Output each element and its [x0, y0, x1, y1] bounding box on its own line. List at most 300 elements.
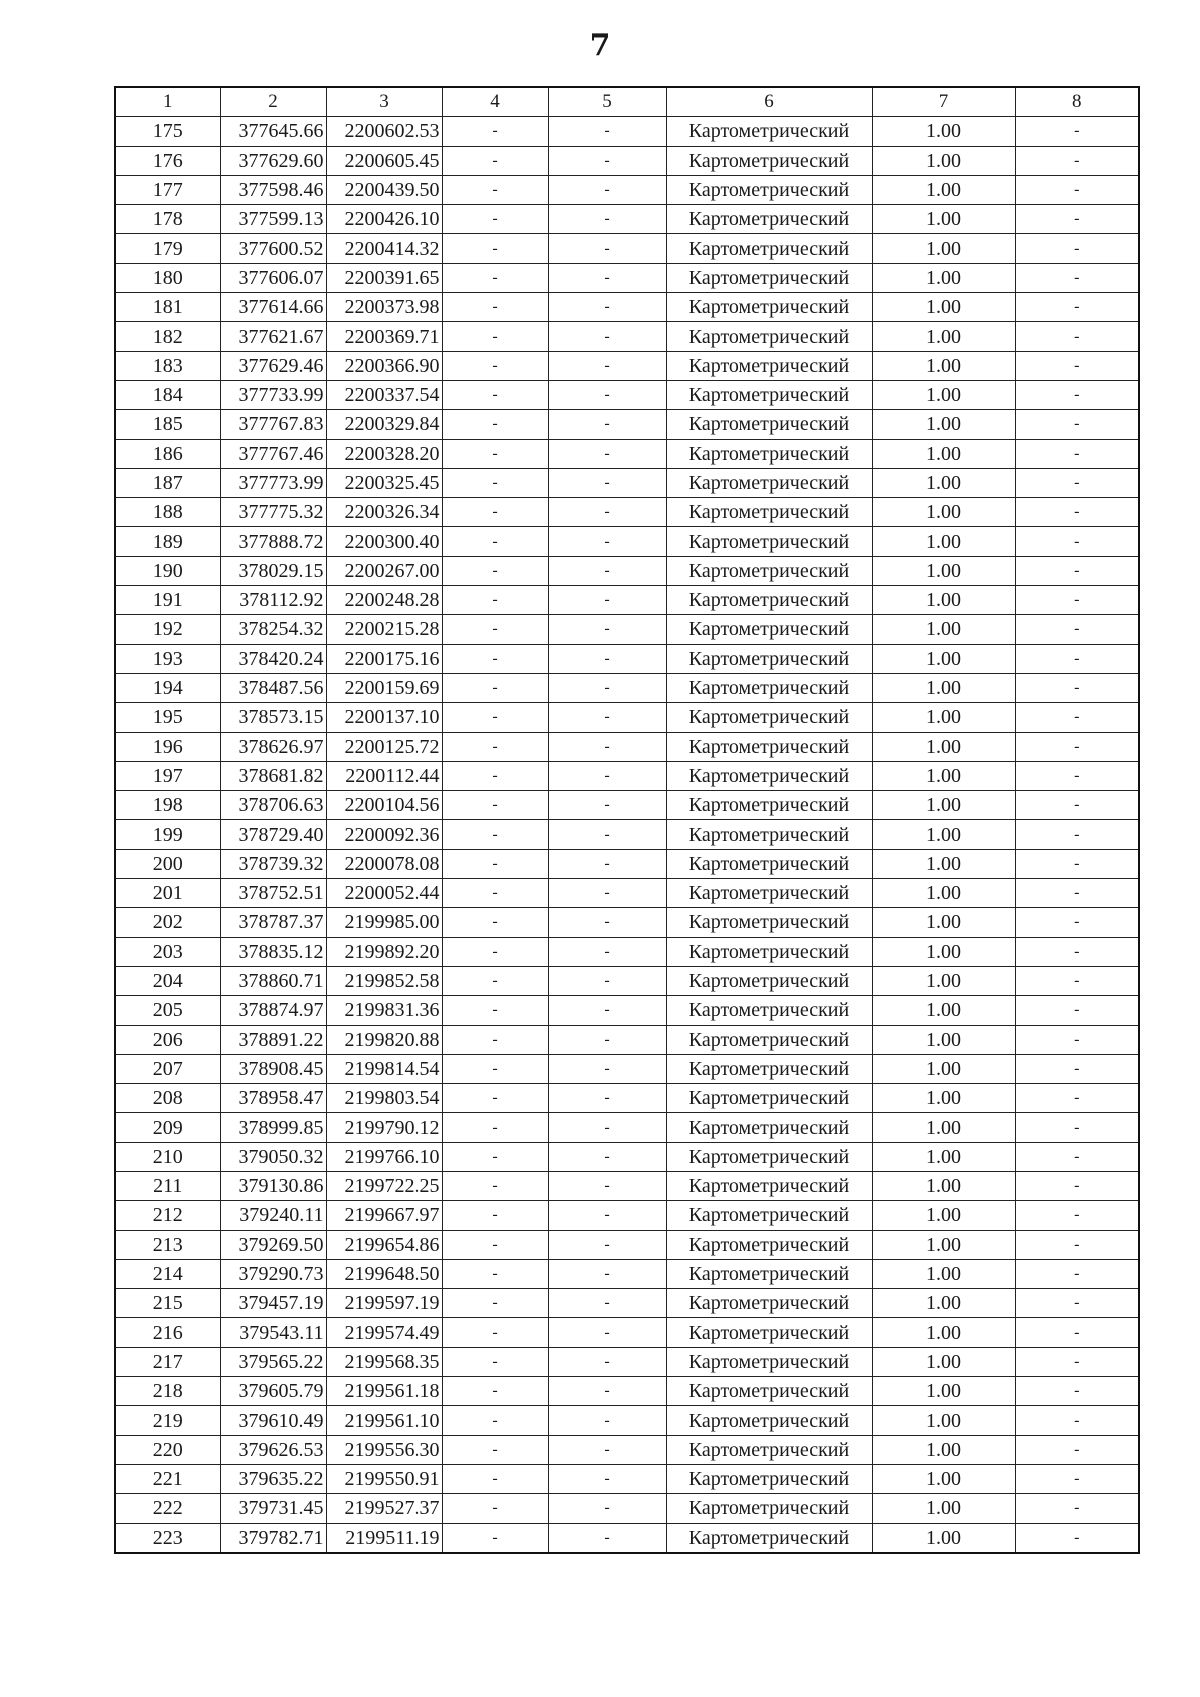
table-row: [115, 1142, 1139, 1171]
table-cell: -: [442, 293, 548, 322]
table-cell: Картометрический: [666, 205, 872, 234]
table-cell: 175: [115, 117, 220, 146]
table-cell: -: [1015, 586, 1139, 615]
table-cell: 377614.66: [220, 293, 326, 322]
table-cell: Картометрический: [666, 1025, 872, 1054]
table-row: [115, 1230, 1139, 1259]
table-cell: Картометрический: [666, 439, 872, 468]
table-cell: -: [1015, 879, 1139, 908]
table-cell: -: [548, 439, 666, 468]
table-cell: 379731.45: [220, 1494, 326, 1523]
table-cell: 377600.52: [220, 234, 326, 263]
table-cell: -: [1015, 1054, 1139, 1083]
table-row: [115, 1377, 1139, 1406]
table-cell: 2199985.00: [326, 908, 442, 937]
table-cell: -: [548, 879, 666, 908]
table-cell: 2200052.44: [326, 879, 442, 908]
table-cell: -: [442, 1494, 548, 1523]
table-cell: 379610.49: [220, 1406, 326, 1435]
table-cell: -: [1015, 732, 1139, 761]
table-cell: 1.00: [872, 234, 1015, 263]
table-cell: 1.00: [872, 1289, 1015, 1318]
table-cell: -: [442, 146, 548, 175]
table-cell: 378860.71: [220, 966, 326, 995]
table-cell: Картометрический: [666, 117, 872, 146]
table-cell: 377888.72: [220, 527, 326, 556]
table-cell: -: [1015, 146, 1139, 175]
table-cell: 1.00: [872, 175, 1015, 204]
table-cell: 189: [115, 527, 220, 556]
table-cell: 377775.32: [220, 498, 326, 527]
table-cell: 378420.24: [220, 644, 326, 673]
table-cell: 221: [115, 1464, 220, 1493]
table-cell: 1.00: [872, 820, 1015, 849]
table-cell: -: [1015, 644, 1139, 673]
table-cell: -: [548, 1494, 666, 1523]
table-cell: 1.00: [872, 1054, 1015, 1083]
table-cell: 1.00: [872, 1523, 1015, 1553]
table-cell: Картометрический: [666, 1435, 872, 1464]
table-cell: 216: [115, 1318, 220, 1347]
table-cell: 2200602.53: [326, 117, 442, 146]
table-cell: 191: [115, 586, 220, 615]
table-cell: 186: [115, 439, 220, 468]
table-cell: 223: [115, 1523, 220, 1553]
table-row: [115, 1054, 1139, 1083]
table-cell: -: [1015, 1464, 1139, 1493]
table-cell: -: [1015, 1435, 1139, 1464]
table-cell: -: [548, 849, 666, 878]
table-cell: -: [442, 1171, 548, 1200]
table-cell: 1.00: [872, 1201, 1015, 1230]
table-cell: 2199766.10: [326, 1142, 442, 1171]
table-cell: -: [442, 380, 548, 409]
table-header-row: [115, 87, 1139, 117]
column-header: 3: [326, 87, 442, 117]
table-cell: -: [1015, 1201, 1139, 1230]
table-cell: 1.00: [872, 966, 1015, 995]
table-row: [115, 175, 1139, 204]
table-cell: 1.00: [872, 293, 1015, 322]
table-cell: 378835.12: [220, 937, 326, 966]
table-row: [115, 1347, 1139, 1376]
table-cell: -: [548, 1025, 666, 1054]
table-cell: Картометрический: [666, 849, 872, 878]
table-cell: Картометрический: [666, 1230, 872, 1259]
table-cell: Картометрический: [666, 1318, 872, 1347]
table-cell: 202: [115, 908, 220, 937]
table-cell: 378626.97: [220, 732, 326, 761]
table-cell: -: [548, 1347, 666, 1376]
table-cell: 190: [115, 556, 220, 585]
table-row: [115, 498, 1139, 527]
table-body: [115, 117, 1139, 1553]
table-row: [115, 1464, 1139, 1493]
table-cell: 222: [115, 1494, 220, 1523]
table-cell: Картометрический: [666, 1347, 872, 1376]
table-cell: Картометрический: [666, 380, 872, 409]
table-row: [115, 146, 1139, 175]
table-cell: 1.00: [872, 1406, 1015, 1435]
table-cell: 2200391.65: [326, 263, 442, 292]
table-row: [115, 673, 1139, 702]
table-cell: 1.00: [872, 1494, 1015, 1523]
table-cell: -: [442, 351, 548, 380]
table-cell: 176: [115, 146, 220, 175]
table-cell: -: [442, 966, 548, 995]
table-cell: 208: [115, 1084, 220, 1113]
table-cell: 182: [115, 322, 220, 351]
table-cell: -: [1015, 527, 1139, 556]
table-cell: 185: [115, 410, 220, 439]
table-cell: -: [1015, 703, 1139, 732]
table-cell: -: [442, 556, 548, 585]
table-row: [115, 1435, 1139, 1464]
table-cell: 378891.22: [220, 1025, 326, 1054]
table-cell: -: [548, 1523, 666, 1553]
table-row: [115, 1171, 1139, 1200]
table-cell: Картометрический: [666, 351, 872, 380]
table-cell: 1.00: [872, 205, 1015, 234]
table-cell: -: [442, 615, 548, 644]
table-cell: 1.00: [872, 1230, 1015, 1259]
table-cell: 201: [115, 879, 220, 908]
table-cell: -: [442, 1230, 548, 1259]
table-cell: -: [442, 1259, 548, 1288]
table-cell: 2200366.90: [326, 351, 442, 380]
table-cell: -: [548, 234, 666, 263]
table-cell: -: [442, 1113, 548, 1142]
table-cell: 2200267.00: [326, 556, 442, 585]
table-cell: 2199561.10: [326, 1406, 442, 1435]
table-cell: -: [1015, 263, 1139, 292]
table-cell: Картометрический: [666, 703, 872, 732]
table-cell: -: [1015, 615, 1139, 644]
table-cell: 2200137.10: [326, 703, 442, 732]
table-cell: -: [548, 761, 666, 790]
table-cell: 197: [115, 761, 220, 790]
table-cell: 198: [115, 791, 220, 820]
table-cell: -: [1015, 966, 1139, 995]
table-cell: 218: [115, 1377, 220, 1406]
table-cell: 378706.63: [220, 791, 326, 820]
table-cell: 211: [115, 1171, 220, 1200]
table-row: [115, 468, 1139, 497]
table-cell: Картометрический: [666, 556, 872, 585]
table-cell: 2200248.28: [326, 586, 442, 615]
table-cell: 1.00: [872, 410, 1015, 439]
table-cell: 378739.32: [220, 849, 326, 878]
table-row: [115, 791, 1139, 820]
table-cell: -: [1015, 556, 1139, 585]
table-cell: 377767.46: [220, 439, 326, 468]
table-row: [115, 820, 1139, 849]
table-cell: -: [1015, 1318, 1139, 1347]
table-cell: 377767.83: [220, 410, 326, 439]
table-cell: -: [1015, 322, 1139, 351]
table-cell: -: [1015, 1142, 1139, 1171]
table-cell: -: [442, 1435, 548, 1464]
table-cell: 1.00: [872, 439, 1015, 468]
table-cell: -: [442, 263, 548, 292]
table-cell: 1.00: [872, 644, 1015, 673]
table-cell: -: [548, 205, 666, 234]
table-cell: 378573.15: [220, 703, 326, 732]
column-header: 5: [548, 87, 666, 117]
table-cell: 2200329.84: [326, 410, 442, 439]
table-cell: 2199803.54: [326, 1084, 442, 1113]
table-cell: 1.00: [872, 732, 1015, 761]
table-cell: Картометрический: [666, 1523, 872, 1553]
table-cell: 379605.79: [220, 1377, 326, 1406]
table-cell: -: [442, 117, 548, 146]
table-cell: -: [548, 673, 666, 702]
table-cell: 195: [115, 703, 220, 732]
table-cell: -: [1015, 439, 1139, 468]
table-cell: -: [1015, 1406, 1139, 1435]
table-cell: 378681.82: [220, 761, 326, 790]
table-cell: -: [442, 439, 548, 468]
table-cell: Картометрический: [666, 908, 872, 937]
table-cell: 379290.73: [220, 1259, 326, 1288]
table-cell: Картометрический: [666, 615, 872, 644]
table-cell: 188: [115, 498, 220, 527]
table-cell: 1.00: [872, 791, 1015, 820]
table-cell: -: [548, 1464, 666, 1493]
table-cell: -: [1015, 1171, 1139, 1200]
table-cell: 183: [115, 351, 220, 380]
table-cell: -: [442, 468, 548, 497]
table-row: [115, 732, 1139, 761]
table-cell: -: [1015, 117, 1139, 146]
table-cell: 379269.50: [220, 1230, 326, 1259]
table-cell: -: [442, 761, 548, 790]
table-cell: -: [442, 498, 548, 527]
table-cell: 379130.86: [220, 1171, 326, 1200]
table-cell: -: [442, 937, 548, 966]
table-cell: 177: [115, 175, 220, 204]
table-cell: 2200325.45: [326, 468, 442, 497]
table-cell: Картометрический: [666, 1377, 872, 1406]
table-cell: 1.00: [872, 1464, 1015, 1493]
table-cell: -: [442, 879, 548, 908]
table-cell: 378874.97: [220, 996, 326, 1025]
table-cell: 377598.46: [220, 175, 326, 204]
table-cell: Картометрический: [666, 673, 872, 702]
table-cell: 184: [115, 380, 220, 409]
table-cell: 2200328.20: [326, 439, 442, 468]
table-cell: -: [548, 703, 666, 732]
table-cell: 379543.11: [220, 1318, 326, 1347]
table-cell: 377606.07: [220, 263, 326, 292]
table-cell: Картометрический: [666, 1171, 872, 1200]
table-cell: 203: [115, 937, 220, 966]
table-row: [115, 1113, 1139, 1142]
table-cell: 1.00: [872, 849, 1015, 878]
table-cell: 377733.99: [220, 380, 326, 409]
table-cell: -: [548, 263, 666, 292]
table-cell: 207: [115, 1054, 220, 1083]
table-cell: -: [1015, 498, 1139, 527]
table-cell: 181: [115, 293, 220, 322]
table-cell: -: [548, 1377, 666, 1406]
table-row: [115, 293, 1139, 322]
table-cell: -: [1015, 468, 1139, 497]
table-cell: 187: [115, 468, 220, 497]
table-cell: -: [442, 644, 548, 673]
table-cell: 2199568.35: [326, 1347, 442, 1376]
table-cell: 1.00: [872, 351, 1015, 380]
table-cell: Картометрический: [666, 761, 872, 790]
table-row: [115, 263, 1139, 292]
table-cell: 1.00: [872, 673, 1015, 702]
table-cell: -: [442, 1289, 548, 1318]
table-row: [115, 322, 1139, 351]
table-cell: 378487.56: [220, 673, 326, 702]
table-cell: 205: [115, 996, 220, 1025]
table-cell: 2200092.36: [326, 820, 442, 849]
table-cell: 2200326.34: [326, 498, 442, 527]
table-cell: 377645.66: [220, 117, 326, 146]
table-cell: Картометрический: [666, 1406, 872, 1435]
table-cell: -: [442, 849, 548, 878]
table-cell: -: [548, 615, 666, 644]
table-cell: 379626.53: [220, 1435, 326, 1464]
table-cell: -: [548, 322, 666, 351]
table-cell: 2200159.69: [326, 673, 442, 702]
table-cell: 2200104.56: [326, 791, 442, 820]
table-cell: 378787.37: [220, 908, 326, 937]
table-cell: 1.00: [872, 263, 1015, 292]
table-row: [115, 966, 1139, 995]
table-cell: Картометрический: [666, 966, 872, 995]
table-cell: Картометрический: [666, 293, 872, 322]
table-cell: 1.00: [872, 380, 1015, 409]
column-header: 1: [115, 87, 220, 117]
table-cell: -: [442, 527, 548, 556]
table-row: [115, 1259, 1139, 1288]
table-row: [115, 1523, 1139, 1553]
table-cell: 1.00: [872, 703, 1015, 732]
table-cell: -: [442, 1201, 548, 1230]
table-cell: -: [548, 468, 666, 497]
table-cell: Картометрический: [666, 937, 872, 966]
table-cell: -: [442, 673, 548, 702]
table-cell: Картометрический: [666, 1142, 872, 1171]
table-cell: -: [548, 791, 666, 820]
table-cell: 2200125.72: [326, 732, 442, 761]
table-row: [115, 1494, 1139, 1523]
table-cell: 1.00: [872, 1347, 1015, 1376]
table-cell: Картометрический: [666, 146, 872, 175]
table-cell: 379240.11: [220, 1201, 326, 1230]
table-cell: 213: [115, 1230, 220, 1259]
table-cell: -: [442, 175, 548, 204]
table-cell: -: [442, 791, 548, 820]
table-cell: 2199561.18: [326, 1377, 442, 1406]
table-cell: 1.00: [872, 1377, 1015, 1406]
table-cell: Картометрический: [666, 1054, 872, 1083]
table-cell: 378908.45: [220, 1054, 326, 1083]
table-cell: 378112.92: [220, 586, 326, 615]
table-cell: -: [1015, 175, 1139, 204]
table-cell: -: [548, 937, 666, 966]
table-cell: 377629.60: [220, 146, 326, 175]
table-cell: 2199790.12: [326, 1113, 442, 1142]
table-cell: 379635.22: [220, 1464, 326, 1493]
table-cell: -: [548, 351, 666, 380]
table-cell: -: [548, 996, 666, 1025]
table-cell: 2200373.98: [326, 293, 442, 322]
table-cell: -: [1015, 1230, 1139, 1259]
table-row: [115, 996, 1139, 1025]
table-cell: 2200439.50: [326, 175, 442, 204]
table-cell: -: [1015, 234, 1139, 263]
table-row: [115, 205, 1139, 234]
table-cell: 1.00: [872, 498, 1015, 527]
table-cell: Картометрический: [666, 732, 872, 761]
column-header: 4: [442, 87, 548, 117]
table-cell: Картометрический: [666, 527, 872, 556]
table-row: [115, 761, 1139, 790]
table-cell: 379050.32: [220, 1142, 326, 1171]
table-cell: Картометрический: [666, 263, 872, 292]
table-cell: -: [442, 1142, 548, 1171]
table-cell: 378029.15: [220, 556, 326, 585]
table-cell: 2199831.36: [326, 996, 442, 1025]
table-cell: -: [548, 410, 666, 439]
table-row: [115, 615, 1139, 644]
table-row: [115, 234, 1139, 263]
table-cell: -: [548, 966, 666, 995]
table-cell: 2200337.54: [326, 380, 442, 409]
table-cell: 178: [115, 205, 220, 234]
table-cell: -: [1015, 761, 1139, 790]
table-cell: Картометрический: [666, 498, 872, 527]
table-cell: Картометрический: [666, 468, 872, 497]
table-cell: -: [548, 146, 666, 175]
table-row: [115, 410, 1139, 439]
table-cell: 1.00: [872, 1025, 1015, 1054]
table-cell: -: [1015, 937, 1139, 966]
table-cell: -: [442, 1464, 548, 1493]
table-cell: -: [548, 820, 666, 849]
table-row: [115, 1318, 1139, 1347]
table-cell: -: [442, 703, 548, 732]
table-cell: 209: [115, 1113, 220, 1142]
table-cell: 1.00: [872, 1142, 1015, 1171]
table-cell: -: [548, 380, 666, 409]
table-cell: 1.00: [872, 1084, 1015, 1113]
table-cell: 179: [115, 234, 220, 263]
table-cell: Картометрический: [666, 996, 872, 1025]
table-cell: 210: [115, 1142, 220, 1171]
table-cell: -: [548, 1259, 666, 1288]
table-cell: -: [1015, 791, 1139, 820]
table-row: [115, 380, 1139, 409]
table-cell: 199: [115, 820, 220, 849]
table-cell: 219: [115, 1406, 220, 1435]
table-cell: 379565.22: [220, 1347, 326, 1376]
table-row: [115, 1289, 1139, 1318]
table-cell: 1.00: [872, 322, 1015, 351]
table-cell: Картометрический: [666, 586, 872, 615]
table-cell: 377629.46: [220, 351, 326, 380]
table-cell: -: [442, 1347, 548, 1376]
table-cell: 378752.51: [220, 879, 326, 908]
table-cell: -: [442, 410, 548, 439]
table-cell: 217: [115, 1347, 220, 1376]
